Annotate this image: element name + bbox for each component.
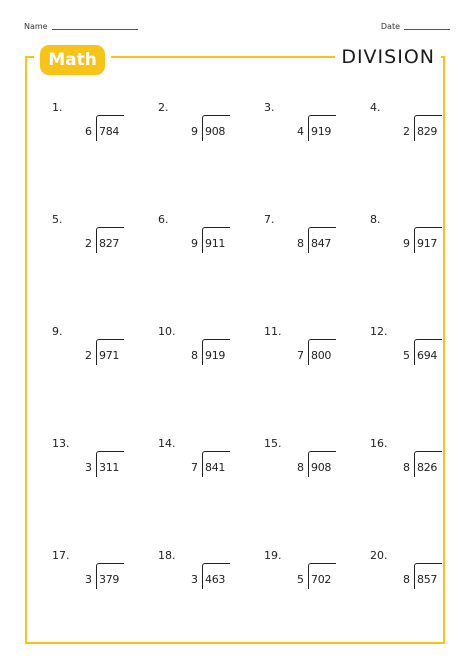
dividend: 908 bbox=[205, 125, 226, 138]
division-problem bbox=[52, 101, 152, 171]
problem-number: 2. bbox=[158, 101, 169, 114]
worksheet-title: DIVISION bbox=[335, 46, 441, 68]
name-underline bbox=[52, 29, 138, 30]
dividend: 857 bbox=[417, 573, 438, 586]
divisor: 3 bbox=[85, 573, 92, 586]
division-problem bbox=[264, 549, 364, 619]
divisor: 5 bbox=[403, 349, 410, 362]
dividend: 784 bbox=[99, 125, 120, 138]
divisor: 3 bbox=[85, 461, 92, 474]
division-problem bbox=[264, 437, 364, 507]
dividend: 847 bbox=[311, 237, 332, 250]
problem-number: 20. bbox=[370, 549, 388, 562]
problem-number: 6. bbox=[158, 213, 169, 226]
dividend: 826 bbox=[417, 461, 438, 474]
dividend: 971 bbox=[99, 349, 120, 362]
problem-number: 13. bbox=[52, 437, 70, 450]
dividend: 829 bbox=[417, 125, 438, 138]
dividend: 917 bbox=[417, 237, 438, 250]
division-problem bbox=[370, 101, 470, 171]
division-problem bbox=[52, 213, 152, 283]
division-problem bbox=[158, 101, 258, 171]
problem-number: 15. bbox=[264, 437, 282, 450]
divisor: 2 bbox=[403, 125, 410, 138]
division-problem bbox=[370, 213, 470, 283]
dividend: 919 bbox=[205, 349, 226, 362]
divisor: 9 bbox=[403, 237, 410, 250]
division-problem bbox=[264, 213, 364, 283]
problem-number: 14. bbox=[158, 437, 176, 450]
divisor: 9 bbox=[191, 237, 198, 250]
division-problem bbox=[370, 325, 470, 395]
divisor: 8 bbox=[191, 349, 198, 362]
dividend: 919 bbox=[311, 125, 332, 138]
divisor: 6 bbox=[85, 125, 92, 138]
divisor: 2 bbox=[85, 237, 92, 250]
dividend: 827 bbox=[99, 237, 120, 250]
division-problem bbox=[158, 325, 258, 395]
dividend: 379 bbox=[99, 573, 120, 586]
dividend: 908 bbox=[311, 461, 332, 474]
dividend: 702 bbox=[311, 573, 332, 586]
dividend: 911 bbox=[205, 237, 226, 250]
problem-number: 5. bbox=[52, 213, 63, 226]
division-problem bbox=[370, 549, 470, 619]
divisor: 7 bbox=[297, 349, 304, 362]
problem-number: 16. bbox=[370, 437, 388, 450]
problem-number: 19. bbox=[264, 549, 282, 562]
problem-number: 7. bbox=[264, 213, 275, 226]
dividend: 841 bbox=[205, 461, 226, 474]
problem-number: 4. bbox=[370, 101, 381, 114]
divisor: 7 bbox=[191, 461, 198, 474]
problem-number: 8. bbox=[370, 213, 381, 226]
dividend: 463 bbox=[205, 573, 226, 586]
problem-number: 9. bbox=[52, 325, 63, 338]
subject-tag: Math bbox=[40, 45, 105, 75]
problem-number: 10. bbox=[158, 325, 176, 338]
division-problem bbox=[52, 437, 152, 507]
divisor: 2 bbox=[85, 349, 92, 362]
division-problem bbox=[158, 549, 258, 619]
division-problem bbox=[158, 437, 258, 507]
divisor: 8 bbox=[297, 461, 304, 474]
divisor: 4 bbox=[297, 125, 304, 138]
problem-number: 1. bbox=[52, 101, 63, 114]
date-underline bbox=[404, 29, 450, 30]
divisor: 9 bbox=[191, 125, 198, 138]
name-label: Name bbox=[24, 22, 48, 31]
dividend: 311 bbox=[99, 461, 120, 474]
problem-number: 18. bbox=[158, 549, 176, 562]
division-problem bbox=[370, 437, 470, 507]
problem-number: 12. bbox=[370, 325, 388, 338]
division-problem bbox=[264, 325, 364, 395]
dividend: 694 bbox=[417, 349, 438, 362]
divisor: 8 bbox=[297, 237, 304, 250]
problem-number: 11. bbox=[264, 325, 282, 338]
division-problem bbox=[158, 213, 258, 283]
divisor: 8 bbox=[403, 461, 410, 474]
dividend: 800 bbox=[311, 349, 332, 362]
date-label: Date bbox=[380, 22, 400, 31]
divisor: 3 bbox=[191, 573, 198, 586]
date-field[interactable] bbox=[381, 22, 450, 31]
problem-number: 17. bbox=[52, 549, 70, 562]
division-problem bbox=[52, 325, 152, 395]
division-problem bbox=[264, 101, 364, 171]
name-field[interactable] bbox=[24, 22, 138, 31]
divisor: 8 bbox=[403, 573, 410, 586]
divisor: 5 bbox=[297, 573, 304, 586]
problem-number: 3. bbox=[264, 101, 275, 114]
division-problem bbox=[52, 549, 152, 619]
